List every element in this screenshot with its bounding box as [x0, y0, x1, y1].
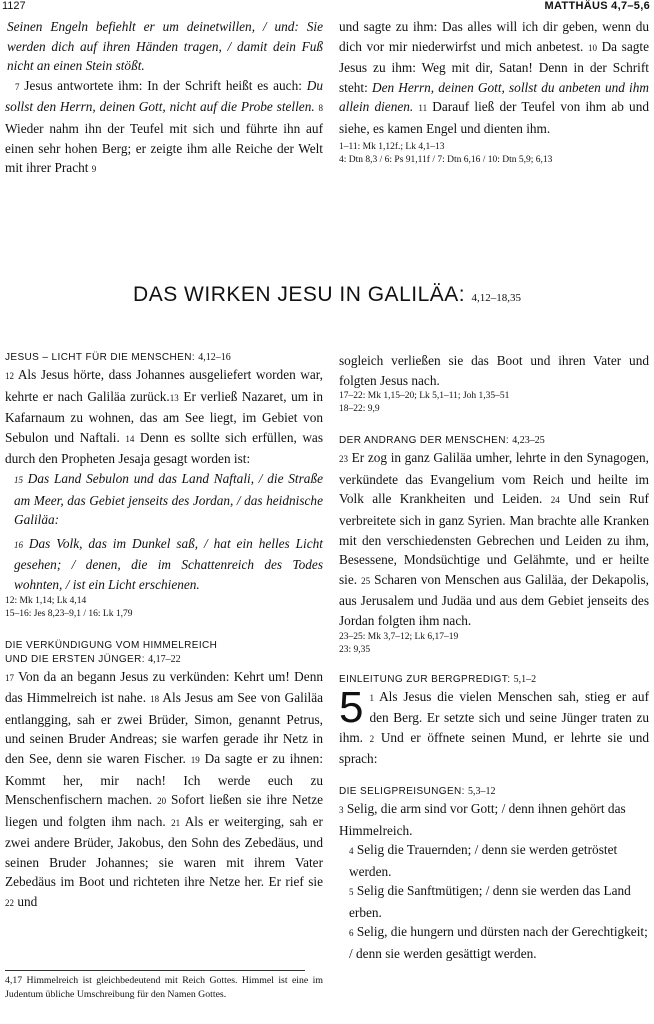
cross-ref: 1–11: Mk 1,12f.; Lk 4,1–13	[339, 141, 445, 152]
verses-12-14: 12 Als Jesus hörte, dass Johannes ausgeliefert worden war, kehrte er nach Galiläa zurück.13 Er verließ Nazaret, um in Kafarnaum zu wohnen, das am See liegt, im Gebiet von Sebulon und Naftali. 14 Denn es sollte sich erfüllen, was durch den Propheten Jesaja gesagt worden ist:	[5, 367, 324, 467]
cross-ref: 12: Mk 1,14; Lk 4,14	[5, 595, 87, 606]
right-column	[339, 351, 649, 964]
top-right-column	[339, 17, 649, 167]
verse-5-4: 4 Selig die Trauernden; / denn sie werden getröstet werden.	[349, 842, 618, 879]
verse-15: 15 Das Land Sebulon und das Land Naftali, / die Straße am Meer, das Gebiet jenseits des Jordan, / das heidnische Galiläa:	[14, 470, 324, 528]
verses-23-25: 23 Er zog in ganz Galiläa umher, lehrte in den Synagogen, verkündete das Evangelium vom Reich und heilte im Volk alle Krankheiten und Leiden. 24 Und sein Ruf verbreitete sich in ganz Syrien. Man brachte alle Kranken mit den verschiedensten Gebrechen und Leiden zu ihm, Besessene, Mondsüchtige und Gelähmte, und er heilte sie. 25 Scharen von Menschen aus Galiläa, der Dekapolis, aus Jerusalem und Judäa und aus dem Gebiet jenseits des Jordan folgten ihm nach.	[339, 450, 650, 628]
cross-ref: 18–22: 9,9	[339, 404, 380, 415]
cross-ref: 4: Dtn 8,3 / 6: Ps 91,11f / 7: Dtn 6,16 / 10: Dtn 5,9; 6,13	[339, 154, 553, 165]
chapter-number: 5	[339, 682, 364, 732]
verse-5-6: 6 Selig, die hungern und dürsten nach der Gerechtigkeit; / denn sie werden gesättigt werden.	[349, 924, 648, 962]
section-title: DAS WIRKEN JESU IN GALILÄA: 4,12–18,35	[133, 283, 521, 306]
left-column	[5, 351, 323, 914]
subheading-bergpredigt: EINLEITUNG ZUR BERGPREDIGT: 5,1–2	[339, 673, 537, 685]
cross-ref: 15–16: Jes 8,23–9,1 / 16: Lk 1,79	[5, 608, 133, 619]
top-left-column	[5, 17, 323, 180]
subheading-seligpreisungen: DIE SELIGPREISUNGEN: 5,3–12	[339, 785, 496, 797]
cross-ref: 23–25: Mk 3,7–12; Lk 6,17–19	[339, 631, 459, 642]
running-head: MATTHÄUS 4,7–5,6	[544, 0, 650, 12]
footnote-rule	[5, 970, 305, 971]
verse-16: 16 Das Volk, das im Dunkel saß, / hat ein helles Licht gesehen; / denen, die im Schattenreich des Todes wohnten, / ist ein Licht erschienen.	[14, 535, 323, 592]
subheading-licht: JESUS – LICHT FÜR DIE MENSCHEN: 4,12–16	[5, 352, 231, 363]
footnote: 4,17 Himmelreich ist gleichbedeutend mit Reich Gottes. Himmel ist eine im Judentum übliche Umschreibung für den Namen Gottes.	[5, 975, 323, 1000]
subheading-verkuendigung: DIE VERKÜNDIGUNG VOM HIMMELREICH UND DIE ERSTEN JÜNGER: 4,17–22	[5, 639, 218, 665]
page-header	[0, 0, 654, 14]
verse-22-cont: sogleich verließen sie das Boot und ihren Vater und folgten Jesus nach.	[339, 353, 649, 388]
verse-9-10-11: und sagte zu ihm: Das alles will ich dir geben, wenn du dich vor mir niederwirfst und mich anbetest. 10 Da sagte Jesus zu ihm: Weg mit dir, Satan! Denn in der Schrift steht: Den Herrn, deinen Gott, sollst du anbeten und ihm allein dienen. 11 Darauf ließ der Teufel von ihm ab und siehe, es kamen Engel und dienten ihm.	[339, 19, 650, 136]
verse-7: 7 Jesus antwortete ihm: In der Schrift heißt es auch: Du sollst den Herrn, deinen Gott, nicht auf die Probe stellen. 8 Wieder nahm ihn der Teufel mit sich und führte ihn auf einen sehr hohen Berg; er zeigte ihm alle Reiche der Welt mit ihrer Pracht 9	[5, 77, 323, 176]
page-number: 1127	[2, 0, 26, 12]
verse-5-5: 5 Selig die Sanftmütigen; / denn sie werden das Land erben.	[349, 883, 631, 920]
cross-ref: 17–22: Mk 1,15–20; Lk 5,1–11; Joh 1,35–51	[339, 391, 510, 402]
chapter-5-intro: 5 1 Als Jesus die vielen Menschen sah, stieg er auf den Berg. Er setzte sich und seine Jünger traten zu ihm. 2 Und er öffnete seinen Mund, er lehrte sie und sprach:	[339, 682, 650, 767]
subheading-andrang: DER ANDRANG DER MENSCHEN: 4,23–25	[339, 435, 545, 447]
quote-psalm: Seinen Engeln befiehlt er um deinetwillen, / und: Sie werden dich auf ihren Händen tragen, / damit dein Fuß nicht an einen Stein stößt.	[7, 19, 323, 74]
verse-5-3: 3 Selig, die arm sind vor Gott; / denn ihnen gehört das Himmelreich.	[339, 800, 626, 838]
cross-ref: 23: 9,35	[339, 644, 371, 655]
verses-17-22: 17 Von da an begann Jesus zu verkünden: Kehrt um! Denn das Himmelreich ist nahe. 18 Als Jesus am See von Galiläa entlangging, sah er zwei Brüder, Simon, genannt Petrus, und seinen Bruder Andreas; sie warfen gerade ihr Netz in den See, denn sie waren Fischer. 19 Da sagte er zu ihnen: Kommt her, mir nach! Ich werde euch zu Menschenfischern machen. 20 Sofort ließen sie ihre Netze liegen und folgten ihm nach. 21 Als er weiterging, sah er zwei andere Brüder, Jakobus, den Sohn des Zebedäus, und seinen Bruder Johannes; sie waren mit ihrem Vater Zebedäus im Boot und richteten ihre Netze her. Er rief sie 22 und	[5, 668, 324, 910]
